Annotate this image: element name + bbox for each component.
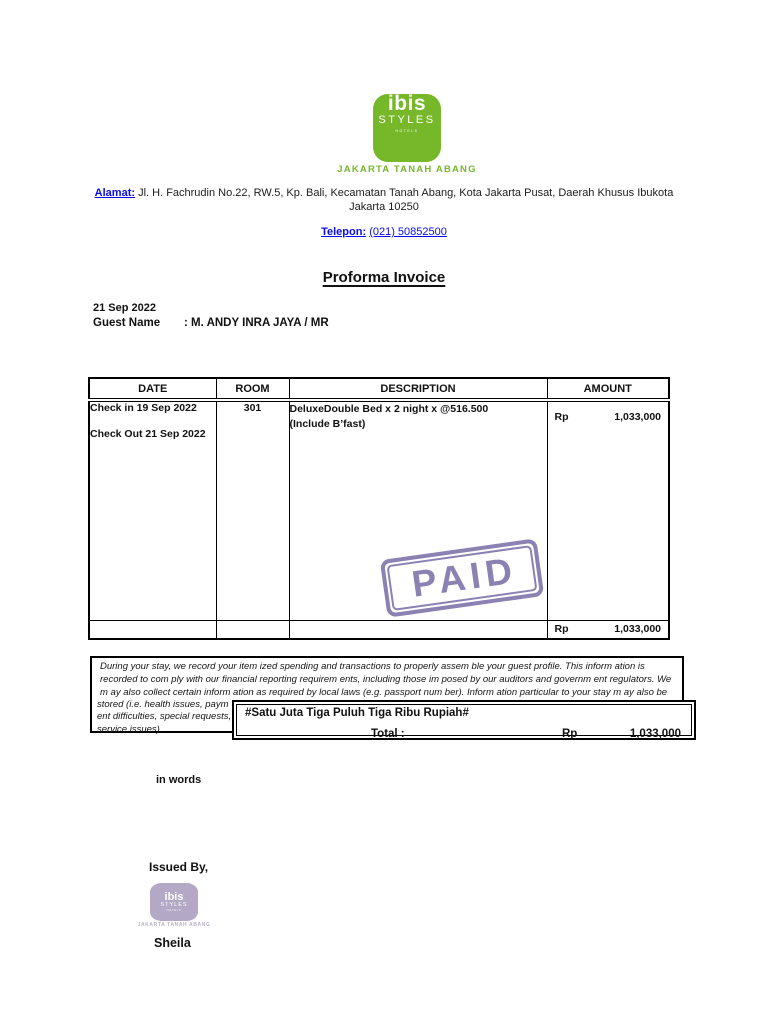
- address-label: Alamat:: [94, 187, 136, 199]
- header-amount: AMOUNT: [547, 378, 669, 400]
- header-description: DESCRIPTION: [289, 378, 547, 400]
- invoice-date: 21 Sep 2022: [93, 302, 156, 314]
- hotel-address: [34, 186, 734, 214]
- date-cell-spacer: [90, 414, 216, 428]
- cell-date: [89, 400, 216, 620]
- total-amount: 1,033,000: [629, 728, 681, 740]
- row-currency: Rp: [554, 411, 569, 423]
- ibis-styles-wordmark: STYLES: [378, 114, 436, 126]
- guest-name-label: Guest Name: [93, 317, 161, 329]
- cell-amount: [547, 400, 669, 620]
- total-currency: Rp: [562, 728, 578, 740]
- total-label: Total :: [371, 728, 405, 740]
- ibis-hotels-wordmark: HOTELS: [395, 129, 419, 133]
- phone-number-link[interactable]: (021) 50852500: [369, 226, 447, 238]
- ibis-styles-logo: [373, 94, 441, 162]
- subtotal-empty-room: [216, 620, 289, 639]
- charges-table: [88, 377, 670, 640]
- description-line2: (Include B’fast): [289, 418, 366, 430]
- subtotal-empty-date: [89, 620, 216, 639]
- ibis-logo-wordmark: ibis: [387, 92, 427, 115]
- hotel-phone-line: [0, 226, 768, 238]
- row-amount: 1,033,000: [614, 411, 661, 423]
- ibis-styles-stamp-logo: [150, 883, 198, 921]
- header-date: DATE: [89, 378, 216, 400]
- document-title: Proforma Invoice: [322, 269, 446, 286]
- paid-stamp-text: PAID: [409, 549, 520, 605]
- footer-location-tagline: JAKARTA TANAH ABANG: [137, 922, 211, 928]
- signer-name: Sheila: [154, 936, 191, 950]
- in-words-label: in words: [156, 774, 202, 786]
- subtotal-amount: 1,033,000: [614, 622, 661, 635]
- privacy-notice-continued: stored (i.e. health issues, paym ent difficulties, special requests, service issues).: [97, 699, 232, 735]
- subtotal-currency: Rp: [554, 622, 569, 635]
- table-header-row: [89, 378, 669, 400]
- hotel-location-tagline: JAKARTA TANAH ABANG: [337, 164, 477, 175]
- check-in-text: Check in 19 Sep 2022: [90, 402, 197, 414]
- guest-name-value: : M. ANDY INRA JAYA / MR: [184, 317, 329, 329]
- phone-label: Telepon:: [321, 226, 367, 238]
- privacy-notice-text: During your stay, we record your item ized spending and transactions to properly assem ble your guest profile. This inform ation is recorded to com ply with our financial reporting requirem ents, including those im posed by our auditors and governm ent regulators. We m ay also collect certain inform ation as required by local laws (e.g. passport num ber). Inform ation particular to your stay m ay also be: [100, 661, 672, 698]
- table-row: [89, 400, 669, 620]
- address-line1: Jl. H. Fachrudin No.22, RW.5, Kp. Bali, Kecamatan Tanah Abang, Kota Jakarta Pusat, Daerah Khusus Ibukota: [138, 187, 674, 199]
- address-line2: Jakarta 10250: [349, 201, 419, 213]
- check-out-text: Check Out 21 Sep 2022: [90, 428, 206, 440]
- cell-room: 301: [216, 400, 289, 620]
- footer-styles-wordmark: STYLES: [160, 901, 188, 908]
- description-line1: DeluxeDouble Bed x 2 night x @516.500: [289, 403, 489, 415]
- subtotal-empty-description: [289, 620, 547, 639]
- footer-hotels-wordmark: HOTELS: [166, 908, 182, 912]
- footer-ibis-wordmark: ibis: [164, 890, 184, 903]
- issued-by-label: Issued By,: [149, 860, 209, 874]
- header-room: ROOM: [216, 378, 289, 400]
- amount-in-words-text: #Satu Juta Tiga Puluh Tiga Ribu Rupiah#: [245, 707, 469, 719]
- subtotal-row: [89, 620, 669, 639]
- subtotal-amount-cell: [547, 620, 669, 639]
